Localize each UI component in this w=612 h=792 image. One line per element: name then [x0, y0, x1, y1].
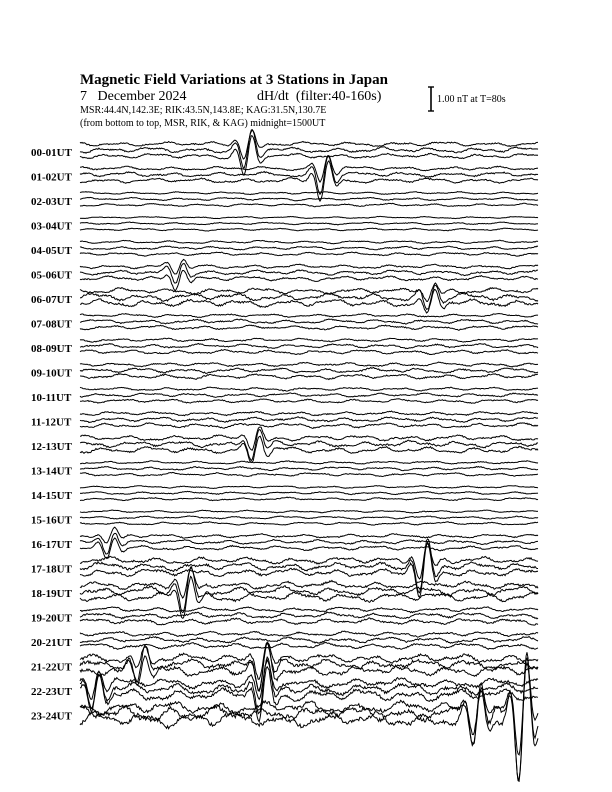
- hour-label: 20-21UT: [31, 637, 72, 649]
- trace-rik-00-01UT: [80, 130, 538, 169]
- chart-date: 7 December 2024: [80, 89, 187, 104]
- trace-kag-03-04UT: [80, 216, 538, 218]
- trace-msr-14-15UT: [80, 497, 538, 501]
- trace-rik-23-24UT: [80, 652, 538, 781]
- trace-rik-12-13UT: [80, 430, 538, 461]
- trace-msr-08-09UT: [80, 350, 538, 355]
- hour-label: 05-06UT: [31, 269, 72, 282]
- hour-label: 07-08UT: [31, 318, 72, 331]
- chart-component: dH/dt (filter:40-160s): [257, 89, 382, 104]
- trace-kag-10-11UT: [80, 387, 538, 391]
- hour-label: 19-20UT: [31, 612, 72, 625]
- trace-rik-04-05UT: [80, 246, 538, 250]
- trace-msr-03-04UT: [80, 228, 538, 231]
- trace-kag-11-12UT: [80, 411, 538, 416]
- trace-rik-19-20UT: [80, 612, 538, 619]
- trace-msr-19-20UT: [80, 618, 538, 625]
- trace-msr-15-16UT: [80, 522, 538, 525]
- trace-kag-02-03UT: [80, 192, 538, 195]
- trace-msr-07-08UT: [80, 325, 538, 330]
- hour-label: 11-12UT: [31, 416, 72, 429]
- trace-msr-02-03UT: [80, 203, 538, 207]
- trace-kag-14-15UT: [80, 486, 538, 489]
- trace-rik-13-14UT: [80, 467, 538, 471]
- hour-label: 14-15UT: [31, 490, 72, 502]
- trace-msr-09-10UT: [80, 373, 538, 379]
- trace-rik-08-09UT: [80, 344, 538, 349]
- hour-label: 15-16UT: [31, 514, 72, 527]
- trace-msr-10-11UT: [80, 399, 538, 404]
- scale-bar: [427, 86, 435, 112]
- hour-label: 23-24UT: [31, 710, 72, 723]
- trace-kag-15-16UT: [80, 510, 538, 513]
- trace-msr-20-21UT: [80, 642, 538, 649]
- hour-label: 06-07UT: [31, 294, 72, 306]
- scale-label: 1.00 nT at T=80s: [437, 94, 506, 105]
- trace-group: [80, 130, 538, 782]
- station-order-note: (from bottom to top, MSR, RIK, & KAG) midnight=1500UT: [80, 118, 326, 129]
- trace-kag-13-14UT: [80, 461, 538, 464]
- hour-label: 12-13UT: [31, 441, 72, 453]
- trace-rik-18-19UT: [80, 567, 538, 613]
- hour-label: 16-17UT: [31, 539, 72, 551]
- hour-label: 18-19UT: [31, 588, 72, 600]
- chart-title: Magnetic Field Variations at 3 Stations in Japan: [80, 72, 388, 88]
- hour-label: 04-05UT: [31, 245, 72, 257]
- hour-label: 00-01UT: [31, 147, 72, 159]
- hour-label: 21-22UT: [31, 661, 72, 674]
- trace-msr-04-05UT: [80, 252, 538, 256]
- trace-kag-08-09UT: [80, 338, 538, 342]
- trace-kag-07-08UT: [80, 314, 538, 318]
- trace-kag-18-19UT: [80, 568, 538, 598]
- trace-kag-04-05UT: [80, 240, 538, 244]
- trace-msr-05-06UT: [80, 271, 538, 291]
- trace-msr-22-23UT: [80, 667, 538, 722]
- hour-label: 03-04UT: [31, 220, 72, 233]
- trace-kag-09-10UT: [80, 362, 538, 367]
- trace-rik-14-15UT: [80, 491, 538, 495]
- hour-label: 01-02UT: [31, 171, 72, 184]
- trace-kag-20-21UT: [80, 631, 538, 637]
- trace-msr-12-13UT: [80, 436, 538, 462]
- hour-label: 22-23UT: [31, 686, 72, 698]
- trace-rik-20-21UT: [80, 637, 538, 644]
- hour-label: 17-18UT: [31, 563, 72, 576]
- hour-label: 09-10UT: [31, 367, 72, 380]
- trace-kag-16-17UT: [80, 527, 538, 543]
- trace-rik-02-03UT: [80, 197, 538, 201]
- hour-label: 02-03UT: [31, 196, 72, 208]
- hour-label: 08-09UT: [31, 343, 72, 355]
- trace-rik-16-17UT: [80, 533, 538, 554]
- hour-label-group: [31, 147, 73, 723]
- trace-kag-19-20UT: [80, 607, 538, 613]
- trace-kag-23-24UT: [80, 663, 538, 755]
- trace-rik-10-11UT: [80, 393, 538, 398]
- trace-msr-13-14UT: [80, 472, 538, 476]
- trace-rik-01-02UT: [80, 156, 538, 194]
- trace-kag-06-07UT: [80, 283, 538, 302]
- trace-kag-00-01UT: [80, 130, 538, 159]
- trace-rik-03-04UT: [80, 222, 538, 225]
- station-coordinates: MSR:44.4N,142.3E; RIK:43.5N,143.8E; KAG:31.5N,130.7E: [80, 105, 327, 116]
- trace-msr-21-22UT: [80, 643, 538, 692]
- trace-msr-11-12UT: [80, 423, 538, 429]
- trace-rik-09-10UT: [80, 368, 538, 374]
- trace-rik-11-12UT: [80, 417, 538, 423]
- hour-label: 10-11UT: [31, 392, 72, 404]
- trace-rik-07-08UT: [80, 319, 538, 324]
- trace-kag-12-13UT: [80, 427, 538, 450]
- hour-label: 13-14UT: [31, 465, 72, 478]
- trace-msr-18-19UT: [80, 576, 538, 618]
- trace-rik-15-16UT: [80, 516, 538, 519]
- trace-kag-17-18UT: [80, 544, 538, 579]
- trace-msr-01-02UT: [80, 161, 538, 201]
